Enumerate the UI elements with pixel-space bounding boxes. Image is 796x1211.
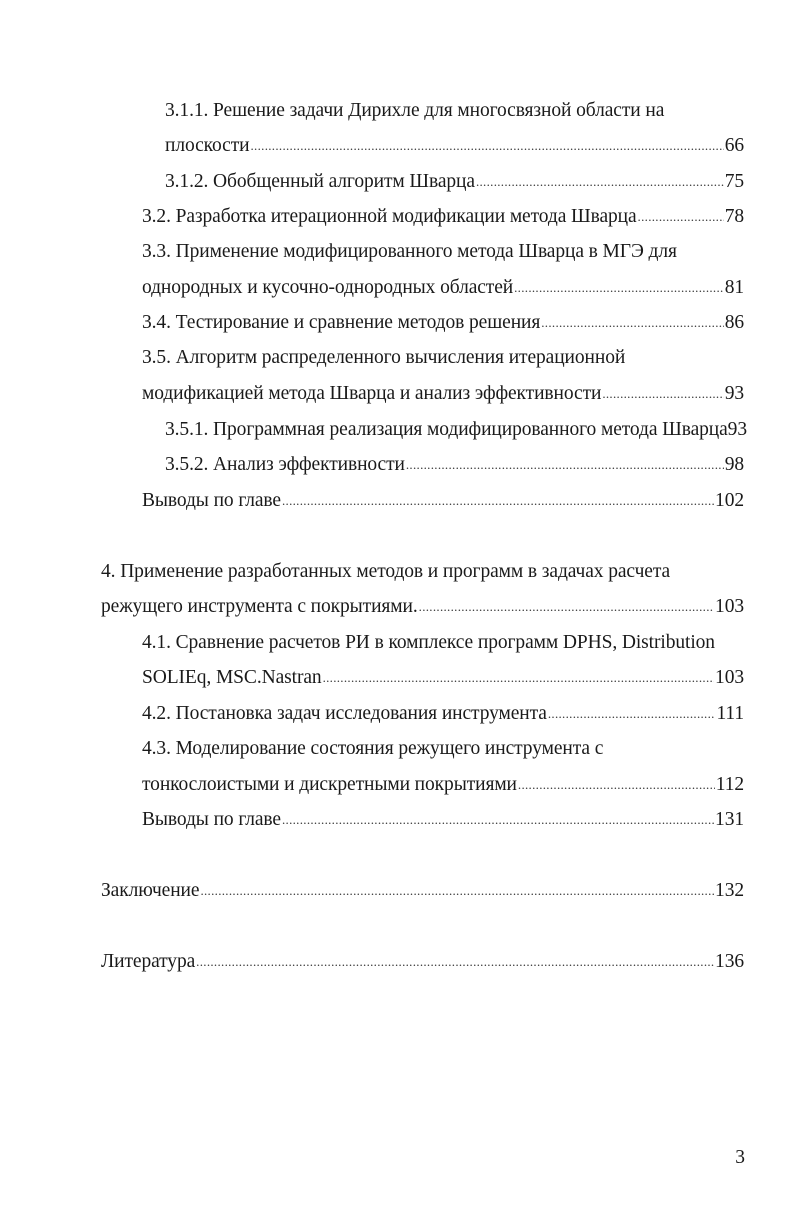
toc-entry-text: 3.4. Тестирование и сравнение методов решения bbox=[142, 312, 541, 333]
toc-entry-4-line1 bbox=[101, 560, 670, 584]
toc-entry-text: 3.1.2. Обобщенный алгоритм Шварца bbox=[165, 171, 475, 192]
toc-entry-page: 112 bbox=[715, 774, 744, 795]
toc-entry-3-2 bbox=[142, 205, 744, 229]
leader-dots bbox=[251, 133, 724, 158]
toc-entry-page: 132 bbox=[715, 880, 744, 901]
toc-entry-text: плоскости bbox=[165, 135, 250, 156]
toc-entry-text: однородных и кусочно-однородных областей bbox=[142, 277, 514, 298]
toc-entry-4-3-line2 bbox=[142, 773, 744, 797]
leader-dots bbox=[282, 488, 714, 513]
toc-entry-text: 3.3. Применение модифицированного метода Шварца в МГЭ для bbox=[142, 241, 677, 262]
toc-entry-text: режущего инструмента с покрытиями. bbox=[101, 596, 418, 617]
leader-dots bbox=[541, 310, 723, 335]
toc-entry-text: 3.5.2. Анализ эффективности bbox=[165, 454, 405, 475]
toc-entry-4-3-line1 bbox=[142, 737, 603, 761]
toc-entry-text: SOLIEq, MSC.Nastran bbox=[142, 667, 322, 688]
toc-entry-references bbox=[101, 950, 744, 974]
toc-entry-text: 3.5. Алгоритм распределенного вычисления итерационной bbox=[142, 347, 626, 368]
toc-entry-3-5-line1 bbox=[142, 346, 625, 370]
toc-entry-text: 3.5.1. Программная реализация модифицированного метода Шварца93 bbox=[165, 419, 747, 440]
leader-dots bbox=[406, 452, 724, 477]
toc-entry-page: 93 bbox=[724, 383, 744, 404]
toc-entry-page: 103 bbox=[715, 667, 744, 688]
toc-entry-page: 136 bbox=[715, 951, 744, 972]
leader-dots bbox=[200, 878, 714, 903]
leader-dots bbox=[419, 594, 714, 619]
toc-entry-page: 78 bbox=[724, 206, 744, 227]
leader-dots bbox=[548, 701, 716, 726]
leader-dots bbox=[602, 381, 723, 406]
toc-entry-3-5-line2 bbox=[142, 382, 744, 406]
toc-entry-4-2 bbox=[142, 702, 744, 726]
toc-entry-4-1-line1 bbox=[142, 631, 715, 655]
toc-entry-text: Выводы по главе bbox=[142, 809, 281, 830]
toc-entry-3-1-2 bbox=[165, 170, 744, 194]
toc-entry-3-5-2 bbox=[165, 453, 744, 477]
leader-dots bbox=[638, 204, 724, 229]
leader-dots bbox=[476, 169, 724, 194]
toc-entry-3-3-line2 bbox=[142, 276, 744, 300]
toc-entry-page: 111 bbox=[716, 703, 744, 724]
toc-entry-page: 98 bbox=[724, 454, 744, 475]
toc-entry-conclusion bbox=[101, 879, 744, 903]
toc-entry-text: Выводы по главе bbox=[142, 490, 281, 511]
leader-dots bbox=[282, 807, 714, 832]
toc-entry-text: 4.1. Сравнение расчетов РИ в комплексе программ DPHS, Distribution bbox=[142, 632, 715, 653]
toc-entry-text: модификацией метода Шварца и анализ эффективности bbox=[142, 383, 602, 404]
toc-entry-page: 75 bbox=[724, 171, 744, 192]
page-number: 3 bbox=[735, 1147, 745, 1168]
toc-entry-page: 66 bbox=[724, 135, 744, 156]
toc-entry-text: 3.2. Разработка итерационной модификации метода Шварца bbox=[142, 206, 637, 227]
toc-entry-page: 86 bbox=[724, 312, 744, 333]
toc-entry-text: тонкослоистыми и дискретными покрытиями bbox=[142, 774, 517, 795]
toc-entry-page: 103 bbox=[715, 596, 744, 617]
toc-entry-3-4 bbox=[142, 311, 744, 335]
toc-entry-page: 102 bbox=[715, 490, 744, 511]
toc-entry-page: 131 bbox=[715, 809, 744, 830]
leader-dots bbox=[514, 275, 724, 300]
toc-entry-page: 81 bbox=[724, 277, 744, 298]
toc-entry-text: Заключение bbox=[101, 880, 200, 901]
toc-entry-3-1-1-line2 bbox=[165, 134, 744, 158]
toc-entry-3-5-1 bbox=[165, 418, 747, 442]
toc-entry-text: 4. Применение разработанных методов и программ в задачах расчета bbox=[101, 561, 671, 582]
leader-dots bbox=[323, 665, 714, 690]
toc-entry-4-line2 bbox=[101, 595, 744, 619]
toc-entry-3-1-1-line1 bbox=[165, 99, 664, 123]
toc-entry-conclusions-ch4 bbox=[142, 808, 744, 832]
toc-entry-conclusions-ch3 bbox=[142, 489, 744, 513]
toc-entry-3-3-line1 bbox=[142, 240, 677, 264]
toc-entry-text: 4.3. Моделирование состояния режущего инструмента с bbox=[142, 738, 604, 759]
toc-entry-4-1-line2 bbox=[142, 666, 744, 690]
leader-dots bbox=[518, 772, 715, 797]
toc-entry-text: Литература bbox=[101, 951, 196, 972]
leader-dots bbox=[196, 949, 714, 974]
toc-entry-text: 4.2. Постановка задач исследования инструмента bbox=[142, 703, 547, 724]
toc-entry-text: 3.1.1. Решение задачи Дирихле для многосвязной области на bbox=[165, 100, 665, 121]
